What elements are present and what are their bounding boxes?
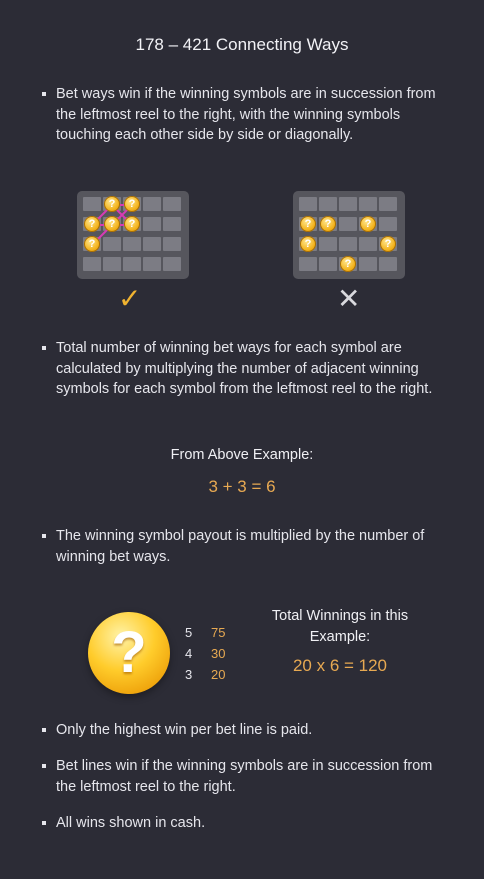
reel-cell	[143, 217, 161, 231]
reel-cell	[339, 217, 357, 231]
paytable-row: 5 75	[185, 625, 226, 640]
mystery-coin-icon: ?	[104, 196, 120, 212]
reel-cell	[163, 197, 181, 211]
mystery-coin-icon: ?	[340, 256, 356, 272]
reel-cell	[143, 197, 161, 211]
reel-cell	[299, 257, 317, 271]
reel-cell	[319, 197, 337, 211]
rule-payout: The winning symbol payout is multiplied by the number of winning bet ways.	[42, 526, 442, 567]
reel-cell	[379, 257, 397, 271]
reel-cell	[103, 257, 121, 271]
mystery-coin-icon: ?	[360, 216, 376, 232]
reel-cell	[163, 237, 181, 251]
total-winnings-label: Total Winnings in this Example:	[271, 608, 409, 645]
example-formula: 3 + 3 = 6	[208, 477, 276, 496]
reel-cell	[339, 237, 357, 251]
reel-cell	[299, 197, 317, 211]
valid-example-grid	[77, 191, 189, 279]
check-icon: ✓	[118, 283, 142, 314]
mystery-coin-icon: ?	[84, 236, 100, 252]
mystery-coin-icon: ?	[124, 196, 140, 212]
reel-cell	[103, 237, 121, 251]
example-heading: From Above Example:	[170, 447, 314, 463]
paytable-row: 3 20	[185, 667, 226, 682]
cross-icon: ✕	[337, 283, 361, 314]
mystery-coin-icon: ?	[84, 216, 100, 232]
reel-cell	[83, 257, 101, 271]
mystery-coin-icon: ?	[380, 236, 396, 252]
rule-highest-win: Only the highest win per bet line is paid.	[42, 720, 442, 741]
mystery-coin-icon: ?	[300, 236, 316, 252]
reel-cell	[163, 217, 181, 231]
mystery-coin-icon: ?	[320, 216, 336, 232]
reel-cell	[359, 257, 377, 271]
reel-cell	[379, 217, 397, 231]
mystery-coin-icon: ?	[104, 216, 120, 232]
reel-cell	[123, 257, 141, 271]
reel-cell	[319, 257, 337, 271]
reel-cell	[339, 197, 357, 211]
rule-ways: Bet ways win if the winning symbols are in succession from the leftmost reel to the right, with the winning symbols touching each other side by side or diagonally.	[42, 84, 442, 146]
reel-cell	[359, 197, 377, 211]
reel-cell	[143, 257, 161, 271]
mystery-coin-icon: ?	[300, 216, 316, 232]
reel-cell	[359, 237, 377, 251]
total-winnings-formula: 20 x 6 = 120	[292, 656, 388, 675]
page-title: 178 – 421 Connecting Ways	[135, 35, 349, 54]
rule-calculation: Total number of winning bet ways for each symbol are calculated by multiplying the number of adjacent winning symbols for each symbol from the leftmost reel to the right.	[42, 338, 442, 400]
reel-cell	[83, 197, 101, 211]
rule-cash: All wins shown in cash.	[42, 813, 442, 834]
reel-cell	[163, 257, 181, 271]
reel-cell	[379, 197, 397, 211]
reel-cell	[123, 237, 141, 251]
reel-cell	[143, 237, 161, 251]
reel-cell	[319, 237, 337, 251]
mystery-coin-icon: ?	[124, 216, 140, 232]
rule-bet-lines: Bet lines win if the winning symbols are in succession from the leftmost reel to the right.	[42, 756, 442, 797]
paytable-row: 4 30	[185, 646, 226, 661]
invalid-example-grid	[293, 191, 405, 279]
mystery-symbol-icon: ?	[88, 612, 170, 694]
